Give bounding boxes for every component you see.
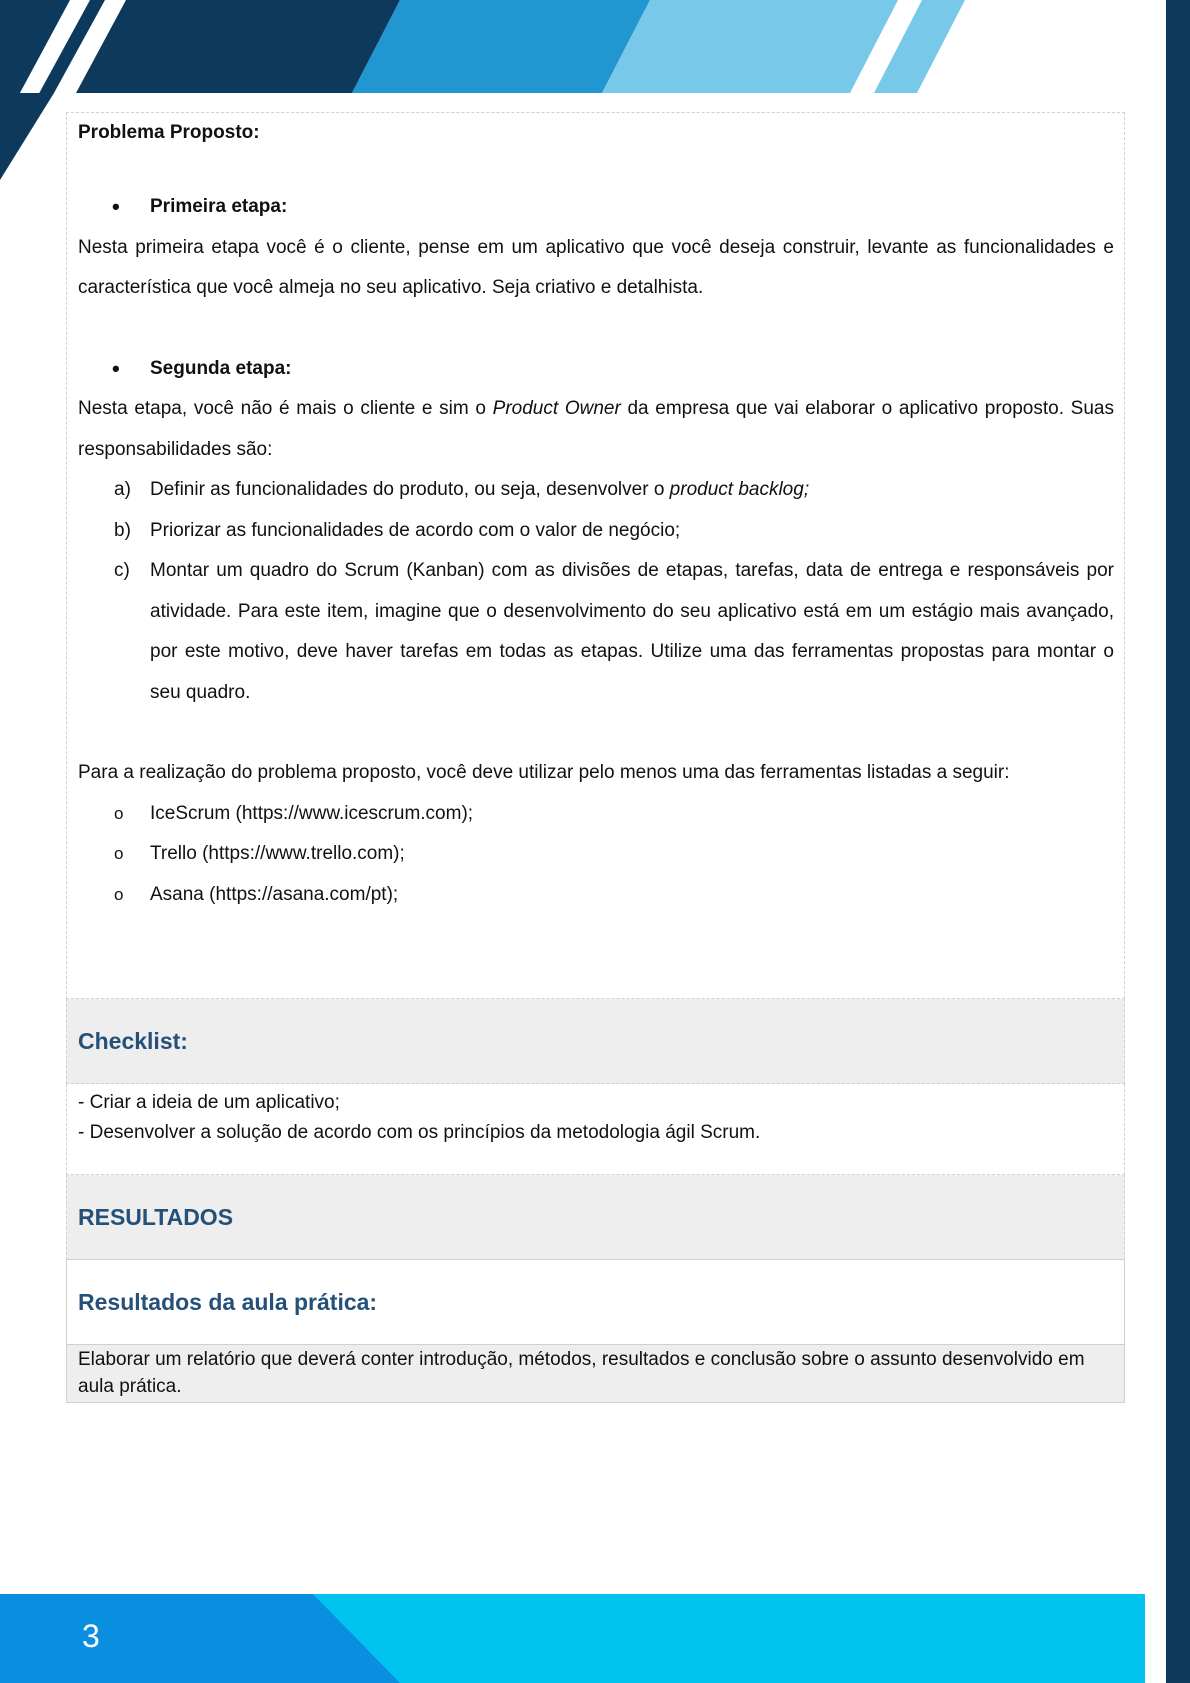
checklist-item: - Desenvolver a solução de acordo com os princípios da metodologia ágil Scrum. <box>78 1122 761 1143</box>
stage2-text-after: da empresa que vai elaborar o aplicativo proposto. Suas responsabilidades são: <box>78 398 1114 460</box>
responsibility-item-a <box>78 470 1114 511</box>
item-text: Priorizar as funcionalidades de acordo com o valor de negócio; <box>150 519 681 541</box>
tool-item-icescrum <box>78 794 1114 835</box>
item-text-italic: product backlog; <box>669 479 810 500</box>
item-text: Montar um quadro do Scrum (Kanban) com as divisões de etapas, tarefas, data de entrega e responsáveis por atividade. Para este item, imagine que o desenvolvimento do seu aplicativo está em um estágio mais avançado, por este motivo, deve haver tarefas em todas as etapas. Utilize uma das ferramentas propostas para montar o seu quadro. <box>150 560 1114 703</box>
document-body <box>66 112 1125 1403</box>
problem-heading: Problema Proposto: <box>78 122 260 143</box>
footer-decoration <box>0 1594 1145 1683</box>
checklist-heading: Checklist: <box>66 999 1125 1084</box>
stage2-text-italic: Product Owner <box>492 398 621 419</box>
stage2-title: • Segunda etapa: <box>78 349 1114 390</box>
spacer <box>78 713 1114 753</box>
tool-text: IceScrum (https://www.icescrum.com); <box>150 802 474 824</box>
item-label: a) <box>114 479 131 500</box>
page-number: 3 <box>82 1618 100 1654</box>
circle-bullet-icon: o <box>114 884 124 904</box>
checklist-item: - Criar a ideia de um aplicativo; <box>78 1092 340 1113</box>
spacer <box>78 309 1114 349</box>
circle-bullet-icon: o <box>114 803 124 823</box>
stage1-text: Nesta primeira etapa você é o cliente, pense em um aplicativo que você deseja construir, levante as funcionalidades e característica que você almeja no seu aplicativo. Seja criativo e detalhista. <box>78 236 1114 298</box>
tool-item-asana <box>78 875 1114 916</box>
tool-text: Asana (https://asana.com/pt); <box>150 883 399 905</box>
header-lightblue-block <box>602 0 898 93</box>
circle-bullet-icon: o <box>114 844 124 863</box>
results-subheading: Resultados da aula prática: <box>66 1260 1125 1344</box>
results-description: Elaborar um relatório que deverá conter introdução, métodos, resultados e conclusão sobre o assunto desenvolvido em aula prática. <box>66 1344 1125 1403</box>
right-edge-bar <box>1166 0 1190 1683</box>
header-navy-tail <box>0 93 54 180</box>
stage1-title: • Primeira etapa: <box>78 187 1114 228</box>
tool-text: Trello (https://www.trello.com); <box>150 843 405 864</box>
responsibility-item-b <box>78 511 1114 552</box>
stage2-text <box>78 389 1114 470</box>
checklist-section <box>66 1084 1125 1175</box>
tool-item-trello <box>78 834 1114 875</box>
tools-intro: Para a realização do problema proposto, você deve utilizar pelo menos uma das ferramentas listadas a seguir: <box>78 762 1010 783</box>
header-blue-block <box>352 0 650 93</box>
item-label: b) <box>114 519 131 541</box>
spacer <box>78 149 1114 187</box>
problem-section <box>66 112 1125 999</box>
results-heading: RESULTADOS <box>66 1175 1125 1260</box>
stage2-text-before: Nesta etapa, você não é mais o cliente e sim o <box>78 398 493 419</box>
item-label: c) <box>114 560 130 581</box>
item-text: Definir as funcionalidades do produto, ou seja, desenvolver o <box>150 479 670 500</box>
responsibility-item-c <box>78 551 1114 713</box>
